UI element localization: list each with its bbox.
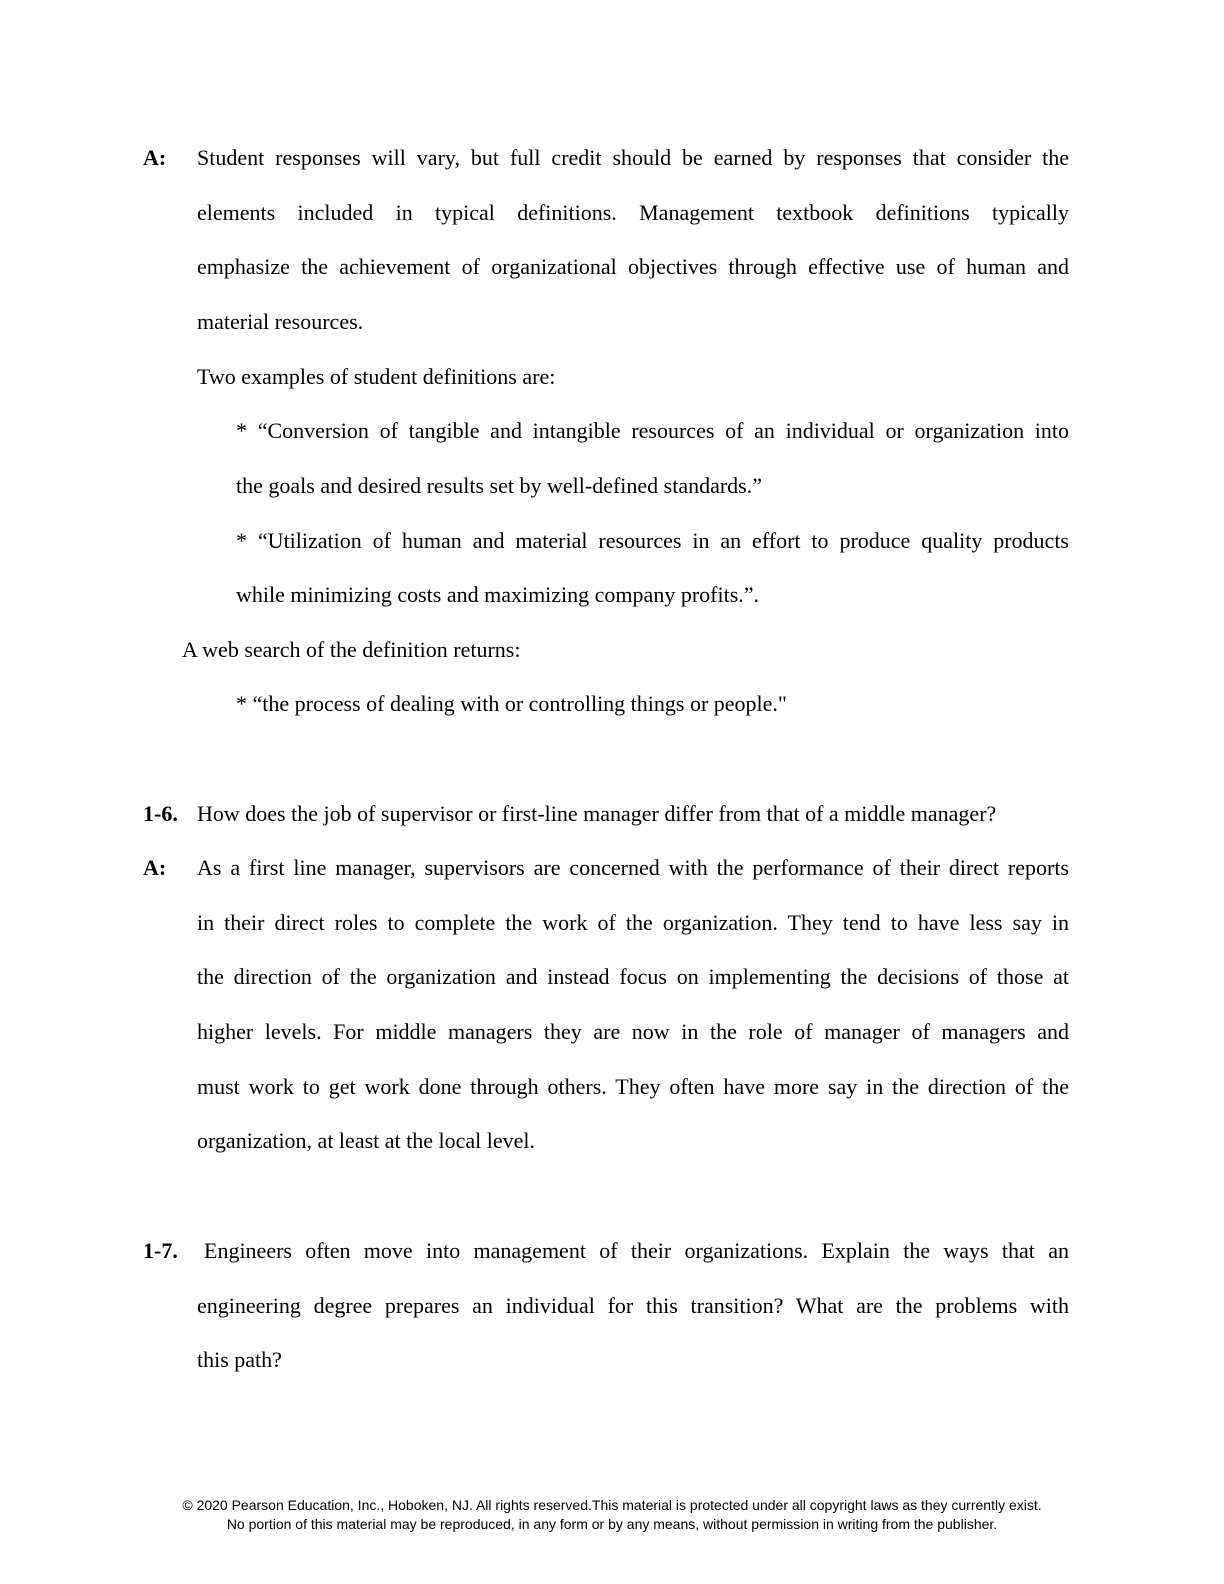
examples-intro: Two examples of student definitions are: <box>197 364 556 389</box>
question-number: 1-7. <box>143 1238 178 1263</box>
example-definition-line: * “Utilization of human and material resources in an effort to produce quality products <box>236 528 1069 553</box>
question-text: this path? <box>197 1347 282 1372</box>
answer-line: the direction of the organization and instead focus on implementing the decisions of those at <box>197 964 1069 989</box>
answer-line: must work to get work done through others. They often have more say in the direction of the <box>197 1074 1069 1099</box>
copyright-footer-line: © 2020 Pearson Education, Inc., Hoboken, NJ. All rights reserved.This material is protected under all copyright laws as they currently exist. <box>182 1497 1042 1513</box>
example-definition-line: * “Conversion of tangible and intangible resources of an individual or organization into <box>236 418 1069 443</box>
answer-line: in their direct roles to complete the work of the organization. They tend to have less say in <box>197 910 1069 935</box>
answer-label: A: <box>143 855 167 880</box>
copyright-footer-line: No portion of this material may be reproduced, in any form or by any means, without permission in writing from the publisher. <box>226 1516 998 1532</box>
answer-line: organization, at least at the local level. <box>197 1128 536 1153</box>
answer-line: material resources. <box>197 309 364 334</box>
question-text: How does the job of supervisor or first-line manager differ from that of a middle manager? <box>197 801 997 826</box>
question-text: Engineers often move into management of their organizations. Explain the ways that an <box>204 1238 1069 1263</box>
answer-line: emphasize the achievement of organizational objectives through effective use of human and <box>197 254 1069 279</box>
answer-line: elements included in typical definitions. Management textbook definitions typically <box>197 200 1069 225</box>
answer-line: higher levels. For middle managers they are now in the role of manager of managers and <box>197 1019 1069 1044</box>
question-number: 1-6. <box>143 801 178 826</box>
web-search-definition: * “the process of dealing with or controlling things or people." <box>236 691 787 716</box>
web-search-intro: A web search of the definition returns: <box>182 637 521 662</box>
answer-line: Student responses will vary, but full credit should be earned by responses that consider the <box>197 145 1069 170</box>
answer-label: A: <box>143 145 167 170</box>
example-definition-line: while minimizing costs and maximizing company profits.”. <box>236 582 760 607</box>
answer-line: As a first line manager, supervisors are concerned with the performance of their direct reports <box>197 855 1069 880</box>
question-text: engineering degree prepares an individual for this transition? What are the problems with <box>197 1293 1069 1318</box>
example-definition-line: the goals and desired results set by well-defined standards.” <box>236 473 763 498</box>
